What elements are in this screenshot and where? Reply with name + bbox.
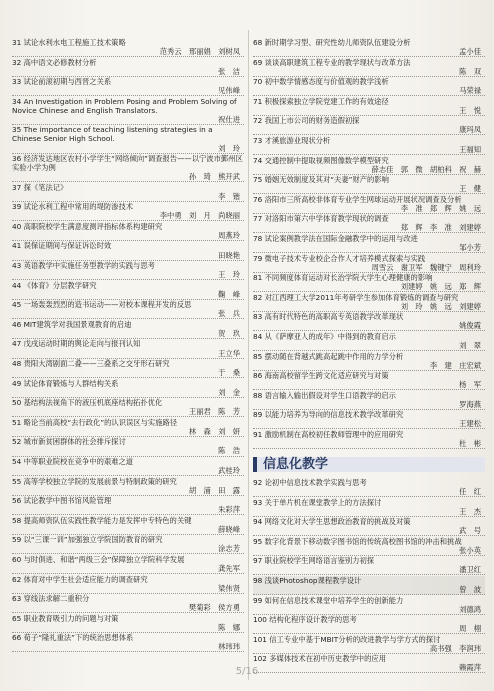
toc-entry-author: 杨 军 — [253, 380, 485, 390]
toc-entry-title: 95 数字化背景下移动数字图书馆的传统高校图书馆的冲击和挑战 — [253, 536, 462, 546]
toc-entry-title: 40 高职院校学生满意度测评指标体系构建研究 — [12, 221, 163, 231]
toc-entry-author: 王建松 — [253, 419, 485, 429]
toc-entry[interactable] — [253, 77, 485, 96]
toc-entry-author: 王丽君 陈 芳 — [12, 407, 244, 417]
toc-entry-title: 51 略论当前高校“去行政化”的认识误区与实施路径 — [12, 417, 178, 427]
toc-entry[interactable] — [12, 516, 244, 535]
toc-entry-title: 77 对洛阳市第六中学体育教学现状的调查 — [253, 214, 389, 224]
toc-entry-author: 王立华 — [12, 349, 244, 359]
toc-entry-title: 88 语言输入输出假设对学生口语教学的启示 — [253, 390, 396, 400]
toc-entry[interactable] — [12, 437, 244, 456]
toc-entry[interactable] — [253, 635, 485, 654]
toc-entry-author: 胡 浦 田 露 — [12, 486, 244, 496]
toc-entry-title: 84 从《萨摩亚人的成年》中得到的教育启示 — [253, 331, 396, 341]
toc-entry-author: 周雪云 谢卫军 魏键宁 周利玲 — [253, 263, 485, 273]
toc-entry[interactable] — [12, 97, 244, 125]
toc-entry-title: 94 网络文化对大学生思想政治教育的挑战及对策 — [253, 517, 411, 527]
toc-entry[interactable] — [12, 58, 244, 77]
toc-entry[interactable] — [253, 38, 485, 57]
toc-entry-title: 93 关于单片机在课堂教学上的方法探讨 — [253, 497, 382, 507]
toc-entry-title: 43 英语教学中实施任务型教学的实践与思考 — [12, 261, 155, 271]
toc-entry[interactable] — [253, 430, 485, 449]
toc-entry-title: 66 荀子“隆礼重法”下的统治思想体系 — [12, 633, 134, 643]
toc-entry-author: 林玮玮 — [12, 642, 244, 652]
toc-entry[interactable] — [253, 195, 485, 214]
right-entries — [253, 38, 485, 449]
toc-entry[interactable] — [253, 352, 485, 371]
toc-entry[interactable] — [253, 371, 485, 390]
toc-entry-author: 王福知 — [253, 145, 485, 155]
toc-entry[interactable] — [253, 410, 485, 429]
section-heading — [253, 457, 485, 472]
toc-entry[interactable] — [12, 38, 244, 57]
toc-entry-title: 44 《体育》分层教学研究 — [12, 280, 97, 290]
toc-entry-title: 39 试论水利工程中常用的堤防渗技术 — [12, 202, 134, 212]
toc-entry-author: 林 森 刘 妍 — [12, 427, 244, 437]
toc-entry[interactable] — [253, 391, 485, 410]
toc-entry[interactable] — [253, 136, 485, 155]
toc-entry-title: 65 职业教育吸引力的问题与对策 — [12, 613, 119, 623]
toc-entry[interactable] — [12, 241, 244, 260]
toc-entry-title: 102 多媒体技术在初中历史教学中的应用 — [253, 654, 386, 664]
toc-entry-title: 70 初中数学情感态度与价值观的教学浅析 — [253, 77, 389, 87]
toc-entry[interactable] — [12, 555, 244, 574]
toc-entry-author: 刘 玲 — [12, 144, 244, 154]
toc-entry[interactable] — [12, 183, 244, 202]
toc-entry-title: 97 职业院校学生网络语言鉴别力初探 — [253, 556, 375, 566]
toc-entry-author: 刘 金 — [12, 388, 244, 398]
toc-entry-author: 潘卫红 — [253, 565, 485, 575]
toc-entry-author: 贺 玖 — [12, 329, 244, 339]
toc-entry[interactable] — [253, 214, 485, 233]
toc-entry-title: 33 试论前滚初期与西晋之关系 — [12, 77, 112, 87]
toc-entry-title: 48 贵阳大湾剧面二叠——三叠系之交牙形石研究 — [12, 359, 170, 369]
toc-entry-title: 60 与时俱进、和谐“两级三会”保障独立学院科学发展 — [12, 554, 185, 564]
toc-entry-title: 75 婚姻无效制度及其对“夫妻”财产的影响 — [253, 175, 389, 185]
toc-entry-author: 周燕玲 — [12, 231, 244, 241]
toc-entry-author: 罗海燕 — [253, 400, 485, 410]
toc-entry-title: 46 MIT建筑学对我国景观教育的启迪 — [12, 319, 132, 329]
toc-entry-author: 武 号 — [253, 526, 485, 536]
toc-entry-title: 58 提高师资队伍实践性教学能力是发挥中专特色的关键 — [12, 515, 192, 525]
toc-entry-title: 72 我国上市公司的财务造假初探 — [253, 116, 360, 126]
toc-entry-author: 张 兵 — [12, 309, 244, 319]
toc-entry[interactable] — [12, 477, 244, 496]
toc-entry[interactable] — [253, 58, 485, 77]
toc-entry-title: 49 试论体育锻炼与人群结构关系 — [12, 378, 119, 388]
toc-entry[interactable] — [12, 339, 244, 358]
toc-entry[interactable] — [12, 300, 244, 319]
toc-entry[interactable] — [253, 116, 485, 135]
toc-entry-author: 李 建 庄宏斌 — [253, 361, 485, 371]
toc-entry-title: 74 交通控制中提取视频图像数学模型研究 — [253, 155, 389, 165]
toc-entry[interactable] — [253, 478, 485, 497]
toc-entry-author: 范秀云 邢丽娟 刘树凤 — [12, 47, 244, 57]
toc-entry[interactable] — [12, 77, 244, 96]
toc-entry[interactable] — [253, 312, 485, 331]
toc-entry[interactable] — [253, 556, 485, 575]
toc-entry-title: 79 微电子技术专业校企合作人才培养模式探索与实践 — [253, 253, 426, 263]
toc-entry-author: 高书强 李润玮 — [253, 644, 485, 654]
toc-entry-author: 王 玲 — [12, 270, 244, 280]
toc-entry-title: 98 浅谈Photoshop课程教学设计 — [253, 575, 362, 585]
toc-entry-title: 68 新时期学习型、研究性幼儿师资队伍建设分析 — [253, 38, 411, 47]
page-number: 5/16 — [235, 666, 259, 677]
toc-entry-title: 76 洛阳市三所高校非体育专业学生网球运动开展状况调查及分析 — [253, 194, 462, 204]
toc-entry-author: 张 洁 — [12, 67, 244, 77]
toc-entry-author: 姚俊霞 — [253, 321, 485, 331]
toc-entry[interactable] — [12, 222, 244, 241]
toc-entry-title: 89 以能力培养为导向的信息技术教学改革研究 — [253, 410, 404, 420]
toc-entry-title: 41 误保证期间与保证诉讼时效 — [12, 241, 112, 251]
toc-entry[interactable] — [253, 97, 485, 116]
toc-entry[interactable] — [253, 537, 485, 556]
toc-entry-author: 刘建婷 姚 远 郑 辉 — [253, 282, 485, 292]
toc-entry[interactable] — [12, 594, 244, 613]
toc-entry-title: 81 不同频度体育运动对长治学院大学生心理健康的影响 — [253, 273, 433, 283]
toc-entry-title: 85 摆动随在背越式跳高起跳中作用的力学分析 — [253, 351, 404, 361]
toc-entry-title: 54 中等职业院校在竞争中的艰难之道 — [12, 457, 134, 467]
toc-entry-title: 71 积极探索独立学院党建工作的有效途径 — [253, 96, 389, 106]
column-divider — [248, 30, 249, 680]
toc-entry[interactable] — [12, 575, 244, 594]
toc-entry-author: 田晓艳 — [12, 251, 244, 261]
toc-entry[interactable] — [12, 633, 244, 652]
toc-entry-author: 王 杰 — [253, 507, 485, 517]
toc-entry[interactable] — [12, 535, 244, 554]
toc-entry-author: 李 准 郑 辉 姚 远 — [253, 204, 485, 214]
toc-entry-title: 69 谈谈高职建筑工程专业的教学现状与改革方法 — [253, 57, 411, 67]
toc-entry-author: 于 桑 — [12, 368, 244, 378]
toc-entry-author: 王 悦 — [253, 106, 485, 116]
info-entries — [253, 478, 485, 673]
toc-entry[interactable] — [253, 254, 485, 273]
toc-entry-title: 50 基结构法视角下的液压机底座结构拓扑优化 — [12, 398, 163, 408]
toc-entry[interactable] — [12, 418, 244, 437]
left-column — [12, 38, 244, 683]
toc-entry[interactable] — [12, 614, 244, 633]
toc-entry-author: 刘 翠 — [253, 341, 485, 351]
toc-entry-author: 郑 辉 李 准 刘建婷 — [253, 223, 485, 233]
toc-entry[interactable] — [12, 320, 244, 339]
toc-entry-author: 梁伟贤 — [12, 584, 244, 594]
toc-entry-title: 37 探《笔法记》 — [12, 182, 68, 192]
toc-entry-title: 86 海南高校留学生跨文化适应研究与对策 — [253, 371, 389, 381]
toc-entry[interactable] — [12, 457, 244, 476]
toc-entry-author: 任 红 — [253, 487, 485, 497]
toc-entry-author: 刘德鸿 — [253, 605, 485, 615]
toc-entry[interactable] — [253, 517, 485, 536]
toc-entry-author: 见伟峰 — [12, 86, 244, 96]
toc-entry-title: 82 对江西理工大学2011年考研学生参加体育锻炼的调查与研究 — [253, 292, 459, 302]
toc-entry-title: 83 高有时代特色的高职高专英语教学改革现状 — [253, 312, 404, 322]
toc-entry-author: 孙 琦 熊开武 — [12, 172, 244, 182]
toc-entry-title: 35 The importance of teaching listening strategies in a Chinese Senior High School. — [12, 125, 215, 144]
toc-entry-author: 陈 浩 — [12, 446, 244, 456]
toc-entry-author: 康玛凤 — [253, 125, 485, 135]
toc-entry-author: 李 锴 — [12, 192, 244, 202]
right-column — [253, 38, 485, 683]
toc-entry-title: 55 高等学校独立学院的发展前景与特制政策的研究 — [12, 476, 177, 486]
toc-entry-title: 63 穿线法求解二重积分 — [12, 594, 90, 604]
toc-entry-title: 62 体育对中学生社会适应能力的调查研究 — [12, 574, 148, 584]
toc-entry[interactable] — [12, 379, 244, 398]
toc-entry-author: 曾 波 — [253, 585, 485, 595]
toc-entry[interactable] — [253, 175, 485, 194]
toc-entry-title: 91 激励机制在高校初任教师管理中的应用研究 — [253, 429, 404, 439]
toc-entry-title: 101 信工专业中基于MBIT分析的改进教学与学方式的探讨 — [253, 634, 441, 644]
toc-entry-author: 涂志芳 — [12, 544, 244, 554]
toc-entry-title: 73 才溪旅游业现状分析 — [253, 135, 331, 145]
toc-entry-title: 100 结构化程序设计教学的思考 — [253, 615, 357, 625]
toc-entry[interactable] — [12, 154, 244, 182]
toc-entry-author: 马荣禄 — [253, 86, 485, 96]
toc-entry[interactable] — [12, 281, 244, 300]
toc-entry-author: 李中勇 刘 月 尚晓丽 — [12, 211, 244, 221]
toc-entry-author: 陈 娜 — [12, 623, 244, 633]
toc-entry[interactable] — [253, 596, 485, 615]
toc-entry-title: 45 一场轰轰烈烈的造书运动——对校本课程开发的反思 — [12, 300, 192, 310]
toc-entry[interactable] — [12, 359, 244, 378]
toc-entry[interactable] — [253, 615, 485, 634]
toc-entry-author: 邹小芳 — [253, 243, 485, 253]
toc-entry[interactable] — [253, 273, 485, 292]
toc-entry[interactable] — [253, 234, 485, 253]
toc-entry-title: 99 如何在信息技术课堂中培养学生的创新能力 — [253, 595, 404, 605]
toc-entry-author: 薛晓峰 — [12, 525, 244, 535]
toc-entry-author: 陈 双 — [253, 67, 485, 77]
toc-entry-title: 47 戊戌运动时期的舆论走向与报刊认知 — [12, 339, 141, 349]
toc-entry-title: 56 试论教学中图书馆风险管理 — [12, 496, 112, 506]
toc-entry-author: 张小英 — [253, 546, 485, 556]
toc-entry-title: 52 城市新贫困群体的社会排斥探讨 — [12, 437, 126, 447]
toc-entry-author: 朱彩萍 — [12, 505, 244, 515]
toc-entry-title: 34 An Investigation in Problem Posing and Problem Solving of Novice Chinese and English Translators. — [12, 96, 239, 115]
toc-entry-title: 78 试论案例教学法在国际金融教学中的运用与改进 — [253, 233, 418, 243]
toc-entry[interactable] — [253, 332, 485, 351]
toc-entry-author: 刘 玲 姚 远 刘建婷 — [253, 302, 485, 312]
toc-entry[interactable] — [253, 293, 485, 312]
toc-entry-author: 杜 彬 — [253, 439, 485, 449]
toc-entry-title: 59 以“三课一训”加强独立学院国防教育的研究 — [12, 535, 163, 545]
toc-entry[interactable] — [12, 125, 244, 153]
toc-entry-author: 武桂玲 — [12, 466, 244, 476]
toc-entry-author: 祝仕进 — [12, 115, 244, 125]
toc-entry-author: 鞠 峰 — [12, 290, 244, 300]
toc-entry-author: 孟小佳 — [253, 47, 485, 57]
toc-entry-author: 薛志佳 郭 微 胡柏科 祝 赫 — [253, 165, 485, 175]
section-title: 信息化教学 — [263, 456, 329, 472]
toc-entry[interactable] — [253, 498, 485, 517]
toc-entry-title: 36 经济发达地区农村小学学生“网络倾向”调查报告——以宁波市鄞州区实验小学为例 — [12, 154, 243, 173]
toc-entry-title: 32 高中语文必修教材分析 — [12, 57, 97, 67]
toc-entry-title: 31 试论水利水电工程施工技术策略 — [12, 38, 126, 47]
toc-entry[interactable] — [12, 496, 244, 515]
toc-entry[interactable] — [12, 202, 244, 221]
toc-entry[interactable] — [12, 398, 244, 417]
toc-entry-author: 龚先军 — [12, 564, 244, 574]
toc-entry-author: 王 健 — [253, 184, 485, 194]
toc-entry-author: 赖霞萍 — [253, 663, 485, 673]
toc-entry[interactable] — [12, 261, 244, 280]
toc-entry[interactable] — [253, 576, 485, 595]
toc-entry-title: 92 论初中信息技术教学实践与思考 — [253, 478, 367, 488]
toc-entry-author: 周 栩 — [253, 624, 485, 634]
toc-entry-author: 樊菊彩 侯方勇 — [12, 603, 244, 613]
toc-entry[interactable] — [253, 156, 485, 175]
